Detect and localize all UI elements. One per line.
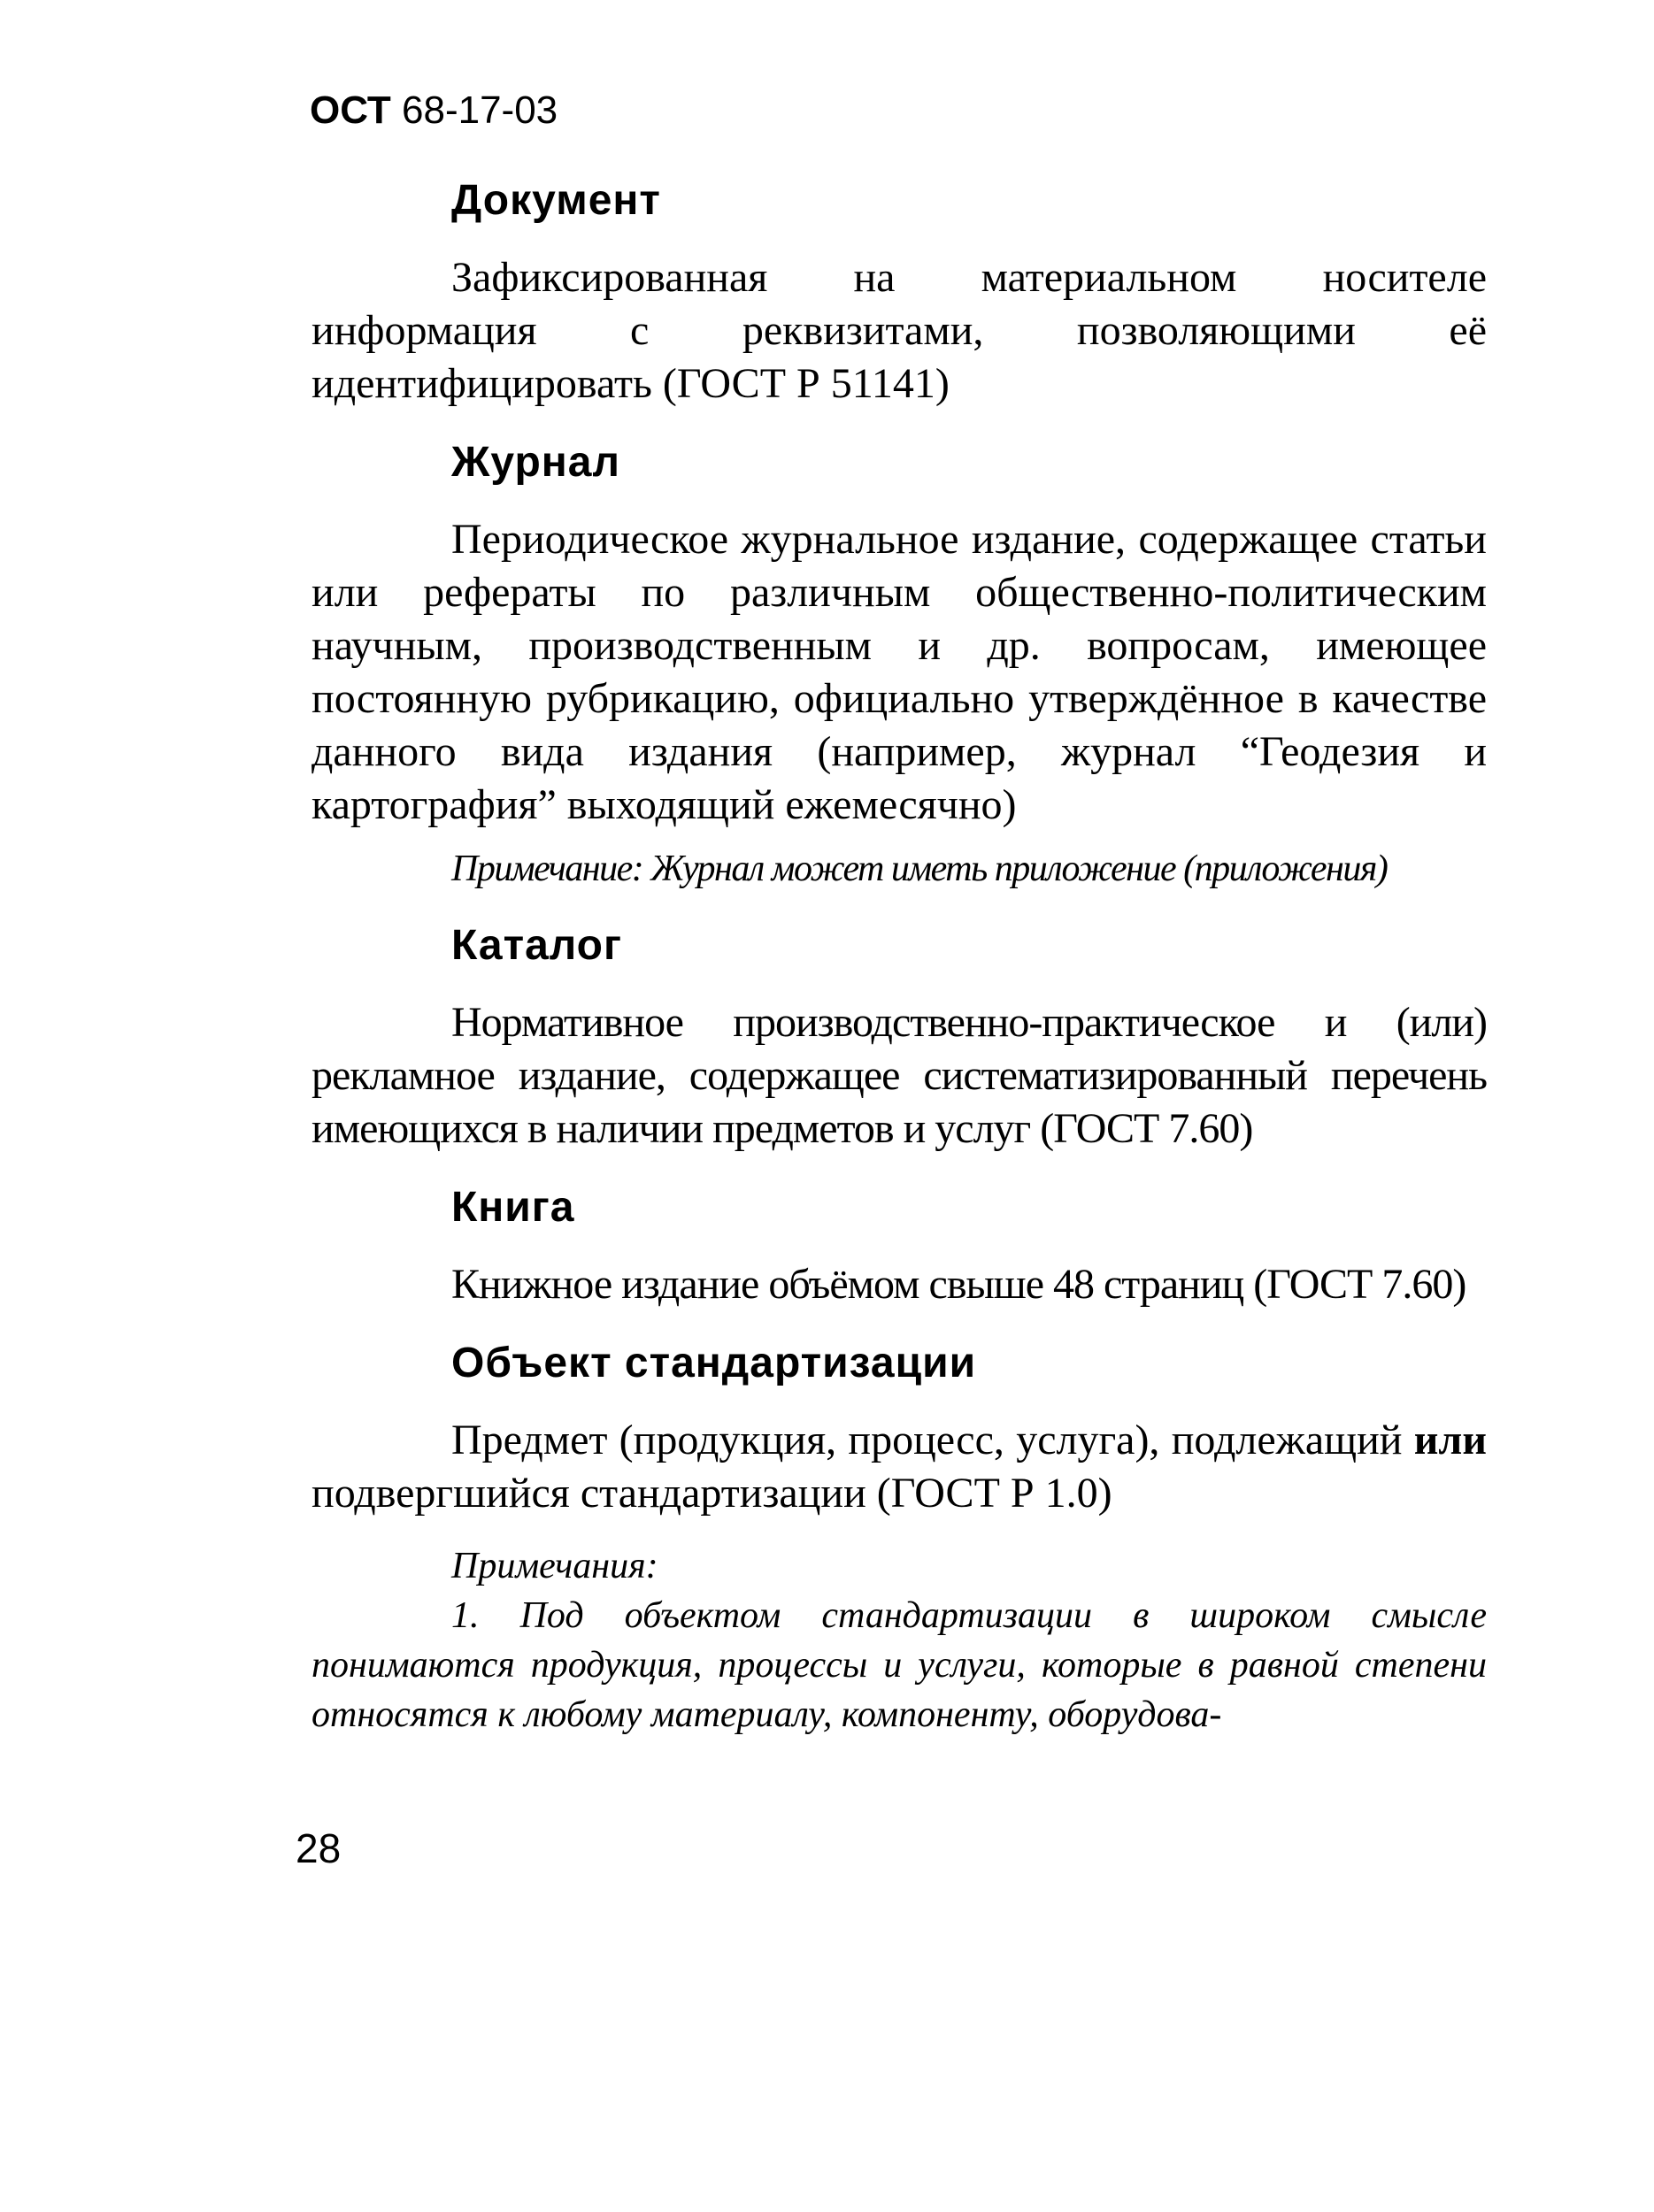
document-code	[310, 88, 558, 133]
term-heading: Журнал	[451, 439, 620, 486]
definition-keyword: или	[1413, 1417, 1488, 1463]
term-heading: Книга	[451, 1184, 575, 1231]
term-heading: Документ	[451, 177, 661, 224]
glossary-entry-journal	[312, 435, 1487, 894]
glossary-entry-catalog	[312, 918, 1487, 1156]
glossary-content	[312, 173, 1487, 1740]
glossary-entry-document	[312, 173, 1487, 411]
term-heading: Каталог	[451, 922, 622, 969]
term-heading: Объект стандартизации	[451, 1340, 977, 1386]
term-definition: Книжное издание объёмом свыше 48 страниц (ГОСТ 7.60)	[451, 1261, 1466, 1308]
document-code-prefix: ОСТ	[310, 88, 391, 132]
term-definition: Периодическое журнальное издание, содержащее статьи или рефераты по различным общественно-политическим научным, производственным и др. вопросам, имеющее постоянную рубрикацию, официально утверждённое в качестве данного вида издания (например, журнал “Геодезия и картография” выходящий ежемесячно)	[312, 516, 1487, 828]
document-code-number: 68-17-03	[402, 88, 558, 132]
notes-label: Примечания:	[451, 1546, 658, 1586]
definition-start: Предмет (продукция, процесс, услуга), подлежащий	[451, 1417, 1403, 1463]
term-definition: Зафиксированная на материальном носителе информация с реквизитами, позволяющими её идентифицировать (ГОСТ Р 51141)	[312, 254, 1487, 407]
glossary-entry-book	[312, 1180, 1487, 1311]
term-definition: Нормативное производственно-практическое и (или) рекламное издание, содержащее систематизированный перечень имеющихся в наличии предметов и услуг (ГОСТ 7.60)	[312, 999, 1487, 1152]
term-definition	[312, 1414, 1487, 1520]
page-number: 28	[296, 1825, 342, 1871]
definition-end: подвергшийся стандартизации (ГОСТ Р 1.0)	[312, 1470, 1112, 1517]
term-note: Примечание: Журнал может иметь приложение (приложения)	[451, 849, 1388, 889]
glossary-entry-standardization-object	[312, 1336, 1487, 1740]
note-item-1: 1. Под объектом стандартизации в широком смысле понимаются продукция, процессы и услуги, которые в равной степени относятся к любому материалу, компоненту, оборудова-	[312, 1595, 1487, 1735]
